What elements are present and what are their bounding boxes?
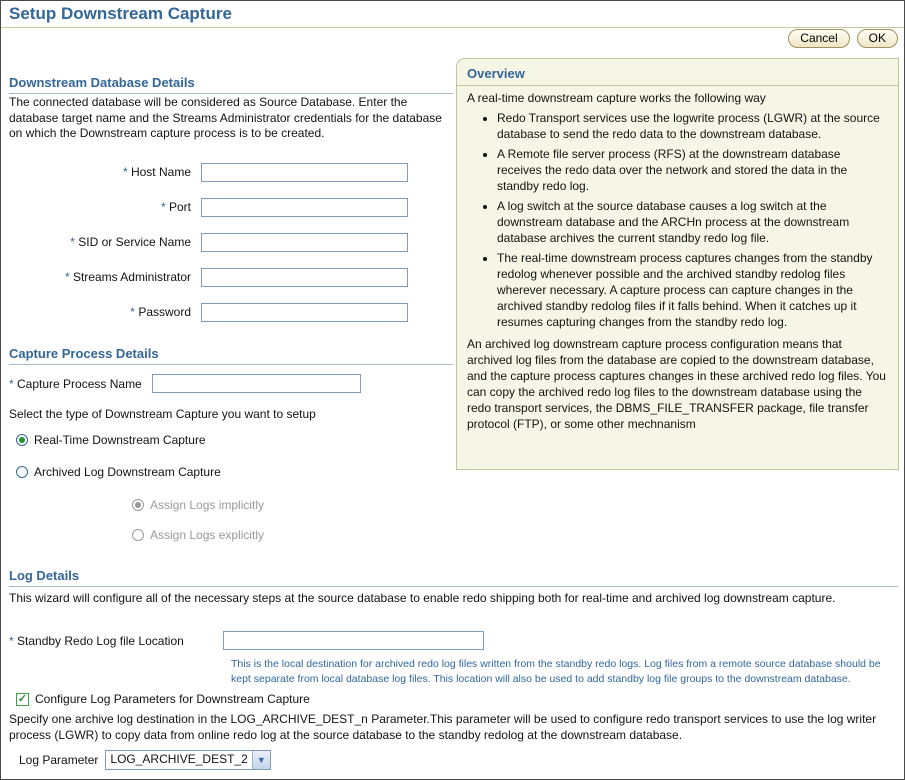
radio-button-icon <box>132 529 144 541</box>
form-row <box>9 267 408 287</box>
form-row <box>9 302 408 322</box>
sid-or-service-name-input[interactable] <box>201 233 408 252</box>
overview-bullet-list <box>467 110 888 330</box>
radio-archived-log-downstream-capture[interactable] <box>16 465 221 479</box>
overview-bullet: • Redo Transport services use the logwrite process (LGWR) at the source database to send the redo data to the downstream database. <box>497 110 888 142</box>
log-parameter-label: Log Parameter <box>19 753 99 767</box>
radio-label: Real-Time Downstream Capture <box>34 433 206 447</box>
standby-redo-log-location-label: * Standby Redo Log file Location <box>9 633 184 648</box>
downstream-database-description: The connected database will be considered as Source Database. Enter the database target name and the Streams Administrator credentials for the database on which the Downstream capture process is to be created. <box>9 95 442 140</box>
streams-administrator-input[interactable] <box>201 268 408 287</box>
radio-label: Assign Logs explicitly <box>150 528 265 542</box>
form-row <box>9 232 408 252</box>
port-input[interactable] <box>201 198 408 217</box>
standby-redo-log-location-input[interactable] <box>223 631 484 650</box>
radio-real-time-downstream-capture[interactable] <box>16 433 206 447</box>
host-name-label: * Host Name <box>122 165 191 179</box>
radio-button-icon[interactable] <box>16 466 28 478</box>
overview-bullet: • A Remote file server process (RFS) at the downstream database receives the redo data over the network and stored the data in the standby redo log. <box>497 146 888 194</box>
streams-administrator-label: * Streams Administrator <box>64 270 191 284</box>
chevron-down-icon[interactable]: ▼ <box>252 751 270 769</box>
capture-process-name-input[interactable] <box>152 374 361 393</box>
downstream-database-form <box>9 162 408 337</box>
checkbox-label: Configure Log Parameters for Downstream Capture <box>35 692 310 706</box>
radio-assign-logs-implicitly <box>132 498 264 512</box>
standby-redo-log-row <box>9 631 484 650</box>
required-marker: * <box>122 165 128 179</box>
overview-heading: Overview <box>457 63 898 86</box>
log-parameter-description: Specify one archive log destination in the LOG_ARCHIVE_DEST_n Parameter.This parameter will be used to configure redo transport services to use the log writer process (LGWR) to copy data from online redo log at the source database to the standby redolog at the downstream database. <box>9 712 877 742</box>
required-marker: * <box>130 305 135 319</box>
radio-label: Assign Logs implicitly <box>150 498 265 512</box>
form-row <box>9 162 408 182</box>
required-marker: * <box>9 376 14 391</box>
checkbox-checked-icon[interactable]: ✓ <box>17 692 28 705</box>
cancel-button[interactable]: Cancel <box>788 29 849 48</box>
title-divider <box>1 27 904 28</box>
log-details-description: This wizard will configure all of the necessary steps at the source database to enable redo shipping both for real-time and archived log downstream capture. <box>9 591 836 605</box>
radio-button-icon <box>132 499 144 511</box>
password-input[interactable] <box>201 303 408 322</box>
page-title: Setup Downstream Capture <box>9 4 232 23</box>
form-row <box>9 197 408 217</box>
action-buttons <box>788 29 898 48</box>
log-details-heading: Log Details <box>9 568 898 587</box>
log-parameter-select[interactable] <box>105 750 270 770</box>
capture-type-prompt: Select the type of Downstream Capture you want to setup <box>9 407 316 421</box>
log-parameter-selected-value: LOG_ARCHIVE_DEST_2 <box>110 752 248 766</box>
radio-assign-logs-explicitly <box>132 528 264 542</box>
required-marker: * <box>70 235 75 249</box>
port-label: * Port <box>160 200 191 214</box>
required-marker: * <box>160 200 166 214</box>
required-marker: * <box>9 633 14 648</box>
required-marker: * <box>64 270 70 284</box>
overview-bullet: • A log switch at the source database causes a log switch at the downstream database and the ARCHn process at the downstream database archives the current standby redo log file. <box>497 198 888 246</box>
overview-intro: A real-time downstream capture works the following way <box>467 91 766 105</box>
log-parameter-row <box>19 750 271 770</box>
password-label: * Password <box>130 305 191 319</box>
overview-footer: An archived log downstream capture process configuration means that archived log files from the database are copied to the downstream database, and the capture process captures changes in these archived redo log files. You can copy the archived redo log files to the downstream database using the redo transport services, the DBMS_FILE_TRANSFER package, file transfer protocol (FTP), or some other mechnanism <box>467 337 886 431</box>
capture-process-name-row <box>9 374 361 393</box>
capture-process-name-label: * Capture Process Name <box>9 376 142 391</box>
ok-button[interactable]: OK <box>857 29 898 48</box>
host-name-input[interactable] <box>201 163 408 182</box>
sid-or-service-name-label: * SID or Service Name <box>70 235 191 249</box>
capture-process-details-heading: Capture Process Details <box>9 346 453 365</box>
overview-panel <box>456 58 899 470</box>
configure-log-parameters-row[interactable] <box>16 692 310 706</box>
radio-label: Archived Log Downstream Capture <box>34 465 221 479</box>
downstream-database-details-heading: Downstream Database Details <box>9 75 453 94</box>
radio-button-icon[interactable] <box>16 434 28 446</box>
overview-bullet: • The real-time downstream process captures changes from the standby redolog whenever possible and the archived standby redolog files wherever necessary. A capture process can capture changes in the archived standby redolog files if it falls behind. When it catches up it resumes capturing changes from the standby redo log. <box>497 250 888 330</box>
standby-redo-log-hint: This is the local destination for archived redo log files written from the standby redo logs. Log files from a remote source database should be kept separate from local database log files. This location will also be used to add standby log file groups to the downstream database. <box>231 658 881 685</box>
